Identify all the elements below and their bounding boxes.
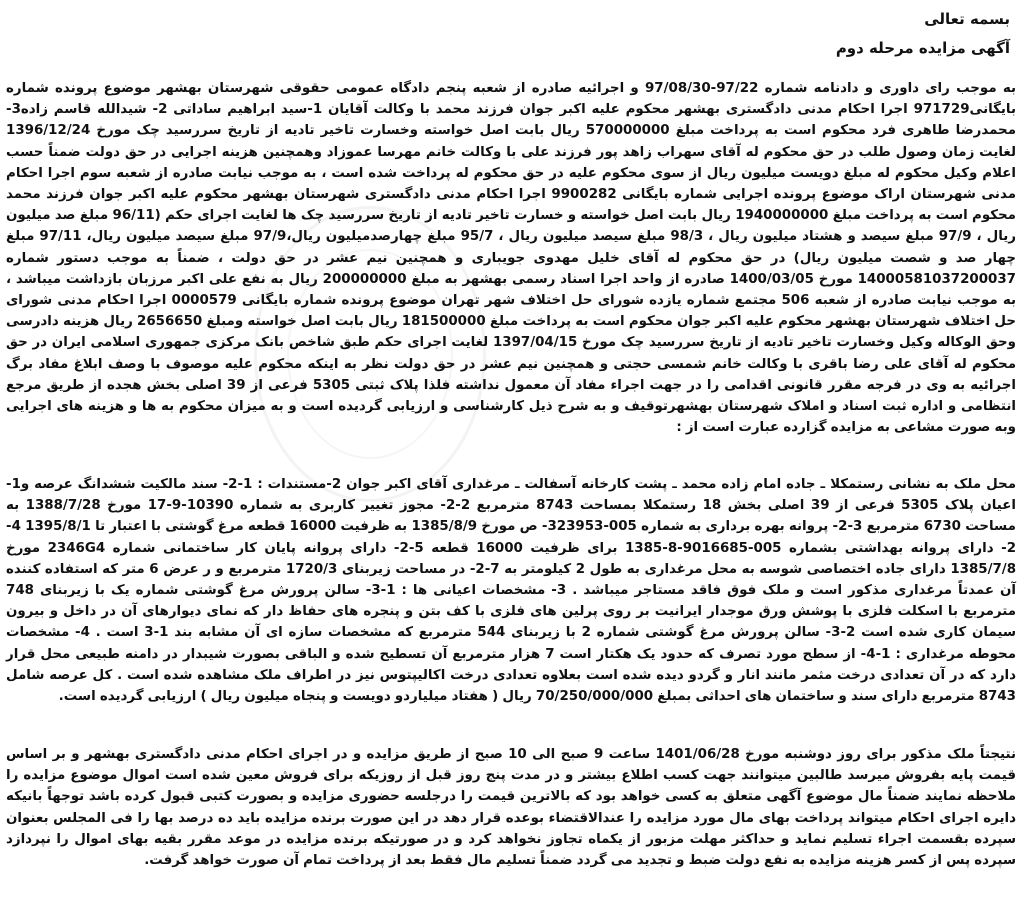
- paragraph-auction-terms: نتیجتاً ملک مذکور برای روز دوشنبه مورخ 1401/06/28 ساعت 9 صبح الی 10 صبح از طریق مزایده و در اجرای احکام مدنی دادگستری بهشهر و بر اساس قیمت پایه بفروش میرسد طالبین میتوانند جهت کسب اطلاع بیشتر و در مدت پنج روز قبل از روزیکه برای فروش معین شده است اموال موضوع مزایده را ملاحظه نمایند ضمناً مال موضوع آگهی متعلق به کسی خواهد بود که بالاترین قیمت را درجلسه حضوری مزایده و بصورت کتبی قبول کرده باشد توجهاً بانیکه دایره اجرای احکام میتواند پرداخت بهای مال مورد مزایده را عندالاقتضاء بوعده قرار دهد در این صورت برنده مزایده باید ده درصد بها را فی المجلس بعنوان سپرده بقسمت اجراء تسلیم نماید و حداکثر مهلت مزبور از یکماه تجاوز نخواهد کرد و در صورتیکه برنده مزایده در موعد مقرر بقیه بهای اموال را نپردازد سپرده پس از کسر هزینه مزایده به نفع دولت ضبط و تجدید می گردد ضمناً تسلیم مال فقط بعد از پرداخت تمام آن صورت خواهد گرفت.: [6, 747, 1017, 869]
- notice-title: آگهی مزایده مرحله دوم: [835, 39, 1010, 57]
- paragraph-case-details: به موجب رای داوری و دادنامه شماره 97/22-97/08/30 و اجرائیه صادره از شعبه پنجم دادگاه عمومی حقوقی شهرستان بهشهر موضوع پرونده شماره بایگانی971729 اجرا احکام مدنی دادگستری بهشهر محکوم علیه اکبر جوان فرزند محمد با وکالت آقایان 1-سید ابراهیم ساداتی 2- شیدالله قاسم زاده3- محمدرضا طاهری فرد محکوم است به پرداخت مبلغ 570000000 ریال بابت اصل خواسته وخسارت تاخیر تادیه از تاریخ سررسید چک مورخ 1396/12/24 لغایت زمان وصول طلب در حق محکوم له آقای سهراب زاهد پور فرزند علی با وکالت خانم مهرسا عموزاد وهمچنین هزینه اجرایی در حق دولت ضمناً حسب اعلام وکیل محکوم له مبلغ دویست میلیون ریال از سوی محکوم علیه در حق محکوم له پرداخت شده است ، به موجب نیابت صادره از شعبه سوم اجرا احکام مدنی شهرستان اراک موضوع پرونده اجرایی شماره بایگانی 9900282 اجرا احکام مدنی دادگستری شهرستان بهشهر محکوم علیه اکبر جوان فرزند محمد محکوم است به پرداخت مبلغ 1940000000 ریال بابت اصل خواسته و خسارت تاخیر تادیه از تاریخ سررسید چک ها لغایت اجرای حکم (96/11 مبلغ صد میلیون ریال ، 97/9 مبلغ سیصد و هشتاد میلیون ریال ، 98/3 مبلغ سیصد میلیون ریال ، 95/7 مبلغ چهارصدمیلیون ریال،97/9 مبلغ سیصد میلیون ریال، 97/11 مبلغ چهار صد و شصت میلیون ریال) در حق محکوم له آقای خلیل مهدوی جویباری و همچنین نیم عشر در حق دولت ، ضمناً به موجب دستور شماره 14000581037200037 مورخ 1400/03/05 صادره از واحد اجرا اسناد رسمی بهشهر به مبلغ 200000000 ریال به نفع علی اکبر مرزبان بازداشت میباشد ، به موجب نیابت صادره از شعبه 506 مجتمع شماره یازده شورای حل اختلاف شهر تهران موضوع پرونده شماره بایگانی 0000579 اجرا احکام مدنی شورای حل اختلاف شهرستان بهشهر محکوم علیه اکبر جوان محکوم است به پرداخت مبلغ 181500000 ریال بابت اصل خواسته ومبلغ 2656650 ریال هزینه دادرسی وحق الوکاله وکیل وخسارت تاخیر تادیه از تاریخ سررسید چک مورخ 1397/04/15 لغایت اجرای حکم طبق شاخص بانک مرکزی جمهوری اسلامی ایران در حق محکوم له آقای علی رضا باقری با وکالت خانم شمسی حجتی و همچنین نیم عشر در حق دولت نظر به اینکه محکوم علیه موصوف با وصف ابلاغ مفاد برگ اجرائیه به وی در فرجه مقرر قانونی اقدامی را در جهت اجراء مفاد آن معمول نداشته فلذا پلاک ثبتی 5305 فرعی از 39 اصلی بخش هجده از طریق مرجع انتظامی و اداره ثبت اسناد و املاک شهرستان بهشهرتوقیف و به شرح ذیل کارشناسی و ارزیابی گردیده است و به میزان محکوم به ها و هزینه های اجرایی وبه صورت مشاعی به مزایده گزارده عبارت است از :: [6, 81, 1017, 436]
- invocation-heading: بسمه تعالی: [924, 10, 1010, 28]
- notice-page: [6, 0, 1018, 919]
- paragraph-property-description: محل ملک به نشانی رستمکلا ـ جاده امام زاده محمد ـ پشت کارخانه آسفالت ـ مرغداری آقای اکبر جوان 2-مستندات : 1-2- سند مالکیت ششدانگ عرصه و1-اعیان پلاک 5305 فرعی از 39 اصلی بخش 18 رستمکلا بمساحت 8743 مترمربع 2-2- مجوز تغییر کاربری به شماره 10390-9-17 مورخ 1388/7/28 به مساحت 6730 مترمربع 3-2- پروانه بهره برداری به شماره 005-323953- ص مورخ 1385/8/9 به ظرفیت 16000 قطعه مرغ گوشتی با اعتبار تا 1395/8/1 4-2- دارای پروانه بهداشتی بشماره 005-9016685-8-1385 برای ظرفیت 16000 قطعه 5-2- دارای پروانه پایان کار ساختمانی شماره 2346G4 مورخ 1385/7/8 دارای جاده اختصاصی شوسه به محل مرغداری به طول 2 کیلومتر به 7-2- در مساحت زیربنای 1720/3 مترمربع و ر عرض 6 متر که استفاده کننده آن عمدتاً مرغداری مذکور است و ملک فوق فاقد مستاجر میباشد . 3- مشخصات اعیانی ها : 1-3- سالن پرورش مرغ گوشتی شماره یک با زیربنای 748 مترمربع با اسکلت فلزی با پوشش ورق موجدار ایرانیت بر روی پرلین های فلزی با کف بتن و پنجره های حفاظ دار که نمای دیوارهای آن در داخل و بیرون سیمان کاری شده است 2-3- سالن پرورش مرغ گوشتی شماره 2 با زیربنای 544 مترمربع که مشخصات سازه ای آن مشابه بند 1-3 است . 4- مشخصات محوطه مرغداری : 1-4- از سطح مورد تصرف که حدود یک هکتار است 7 هزار مترمربع آن تسطیح شده و الباقی بصورت شیبدار در دامنه طبیعی محل قرار دارد که در آن تعدادی درخت مثمر مانند انار و گردو دیده شده است بعلاوه تعدادی درخت اکالیپتوس نیز در اطراف ملک مشاهده شده است . کل عرصه شامل 8743 مترمربع دارای سند و ساختمان های احداثی بمبلغ 70/250/000/000 ریال ( هفتاد میلیاردو دویست و پنجاه میلیون ریال ) ارزیابی گردیده است.: [6, 477, 1017, 705]
